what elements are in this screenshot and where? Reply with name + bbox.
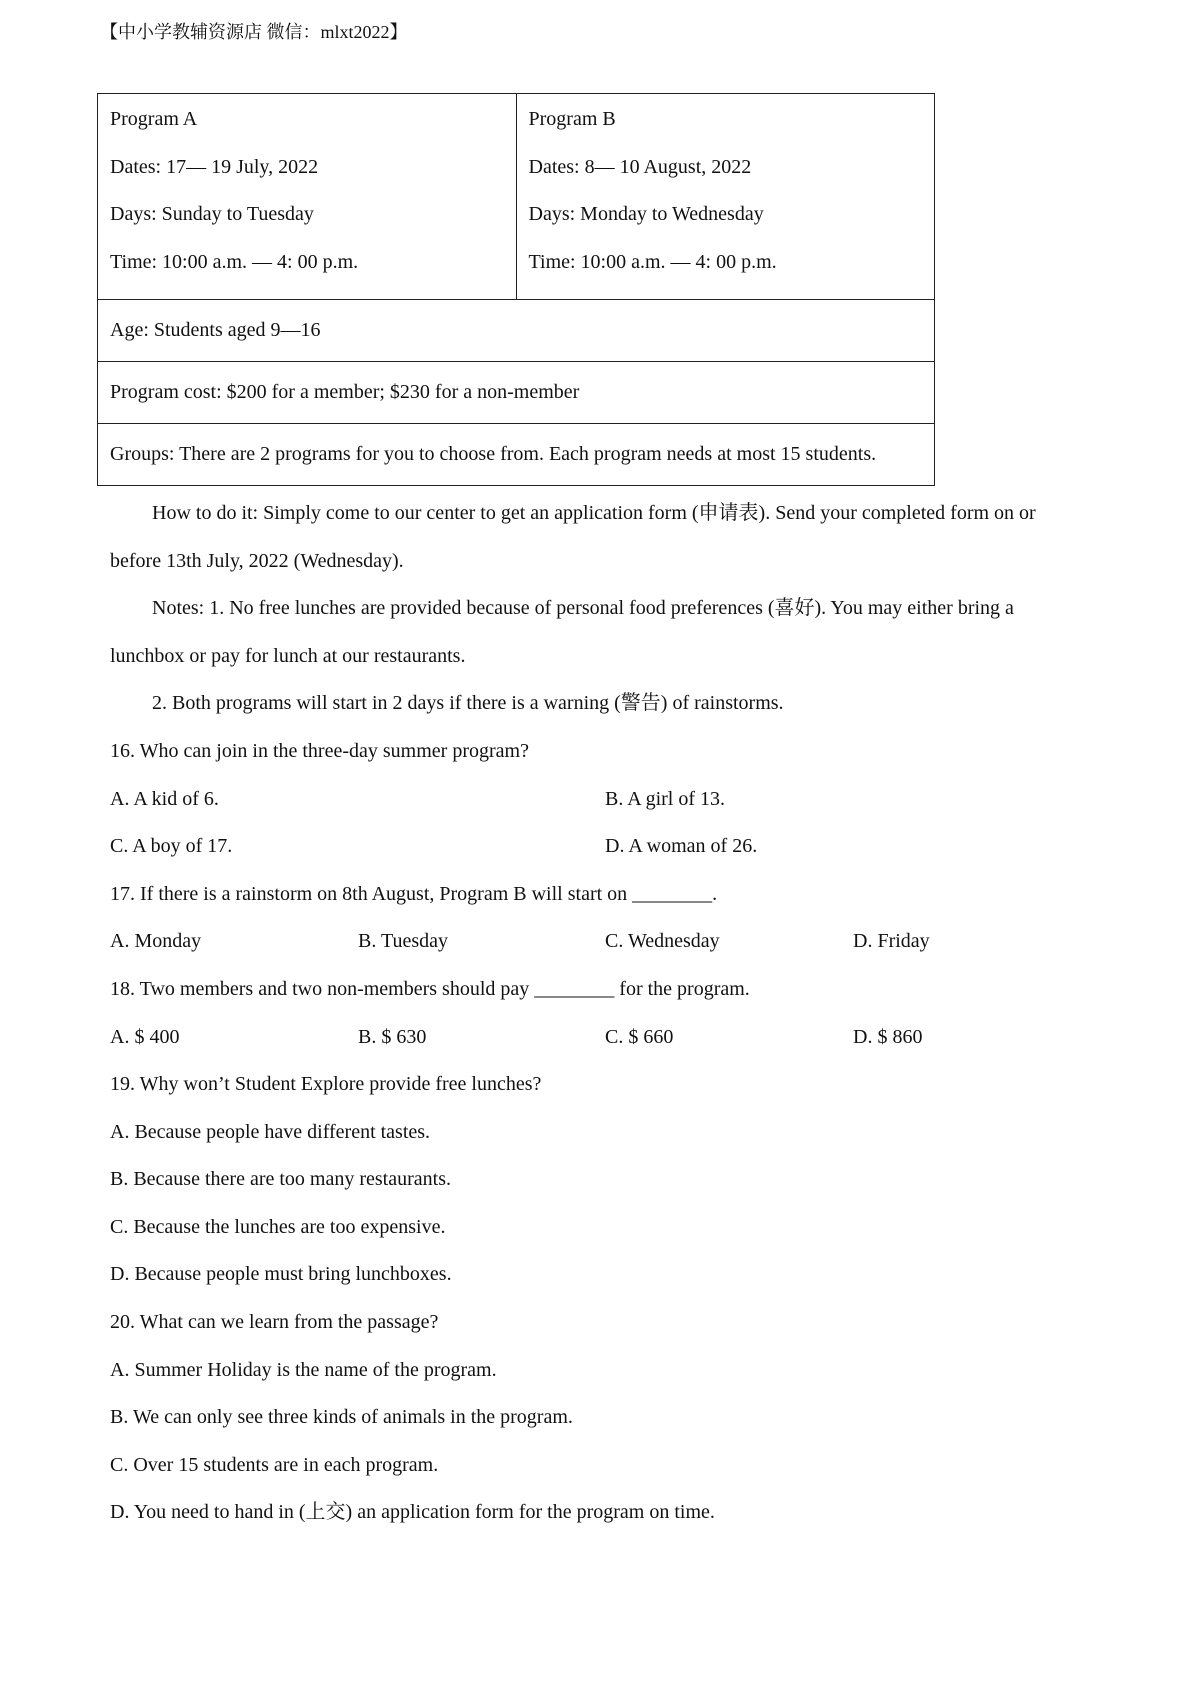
- question-17-option-c: C. Wednesday: [605, 930, 720, 952]
- question-18-option-c: C. $ 660: [605, 1026, 674, 1048]
- question-19-option-b: B. Because there are too many restaurants.: [110, 1168, 451, 1190]
- question-19-stem: 19. Why won’t Student Explore provide free lunches?: [110, 1073, 542, 1095]
- question-19-option-d: D. Because people must bring lunchboxes.: [110, 1263, 452, 1285]
- program-a-days: Days: Sunday to Tuesday: [110, 203, 314, 225]
- question-19-option-c: C. Because the lunches are too expensive.: [110, 1216, 446, 1238]
- question-20-option-b: B. We can only see three kinds of animals in the program.: [110, 1406, 573, 1428]
- program-b-title: Program B: [528, 108, 616, 130]
- program-a-cell: [98, 94, 517, 300]
- how-to-line-1: How to do it: Simply come to our center to get an application form (申请表). Send your completed form on or: [152, 502, 1036, 524]
- question-20-option-d: D. You need to hand in (上交) an application form for the program on time.: [110, 1501, 715, 1523]
- question-18-option-b: B. $ 630: [358, 1026, 427, 1048]
- program-a-title: Program A: [110, 108, 198, 130]
- groups-row: Groups: There are 2 programs for you to choose from. Each program needs at most 15 students.: [98, 424, 935, 486]
- question-18-option-d: D. $ 860: [853, 1026, 923, 1048]
- question-17-option-d: D. Friday: [853, 930, 930, 952]
- cost-row: Program cost: $200 for a member; $230 for a non-member: [98, 362, 935, 424]
- age-row: Age: Students aged 9—16: [98, 300, 935, 362]
- program-a-dates: Dates: 17— 19 July, 2022: [110, 155, 319, 178]
- notes-line-1: Notes: 1. No free lunches are provided because of personal food preferences (喜好). You may either bring a: [152, 597, 1014, 619]
- question-18-stem: 18. Two members and two non-members should pay ________ for the program.: [110, 978, 750, 1000]
- question-20-option-c: C. Over 15 students are in each program.: [110, 1454, 439, 1476]
- program-a-time: Time: 10:00 a.m. — 4: 00 p.m.: [110, 250, 359, 273]
- program-b-cell: [516, 94, 935, 300]
- question-16-option-b: B. A girl of 13.: [605, 788, 726, 810]
- question-20-option-a: A. Summer Holiday is the name of the program.: [110, 1359, 497, 1381]
- question-17-option-b: B. Tuesday: [358, 930, 449, 952]
- question-17-option-a: A. Monday: [110, 930, 202, 952]
- question-20-stem: 20. What can we learn from the passage?: [110, 1311, 439, 1333]
- program-b-time: Time: 10:00 a.m. — 4: 00 p.m.: [528, 250, 777, 273]
- how-to-line-2: before 13th July, 2022 (Wednesday).: [110, 550, 404, 572]
- notes-line-3: 2. Both programs will start in 2 days if there is a warning (警告) of rainstorms.: [152, 692, 784, 714]
- question-16-option-c: C. A boy of 17.: [110, 835, 233, 857]
- question-19-option-a: A. Because people have different tastes.: [110, 1121, 431, 1143]
- question-17-stem: 17. If there is a rainstorm on 8th August, Program B will start on ________.: [110, 883, 718, 905]
- program-info-table: [97, 93, 935, 486]
- question-16-option-d: D. A woman of 26.: [605, 835, 758, 857]
- question-16-stem: 16. Who can join in the three-day summer program?: [110, 740, 529, 762]
- question-18-option-a: A. $ 400: [110, 1026, 180, 1048]
- header-note: 【中小学教辅资源店 微信：mlxt2022】: [100, 22, 408, 42]
- question-16-option-a: A. A kid of 6.: [110, 788, 219, 810]
- notes-line-2: lunchbox or pay for lunch at our restaurants.: [110, 645, 466, 667]
- program-b-days: Days: Monday to Wednesday: [528, 203, 764, 225]
- program-b-dates: Dates: 8— 10 August, 2022: [528, 155, 752, 178]
